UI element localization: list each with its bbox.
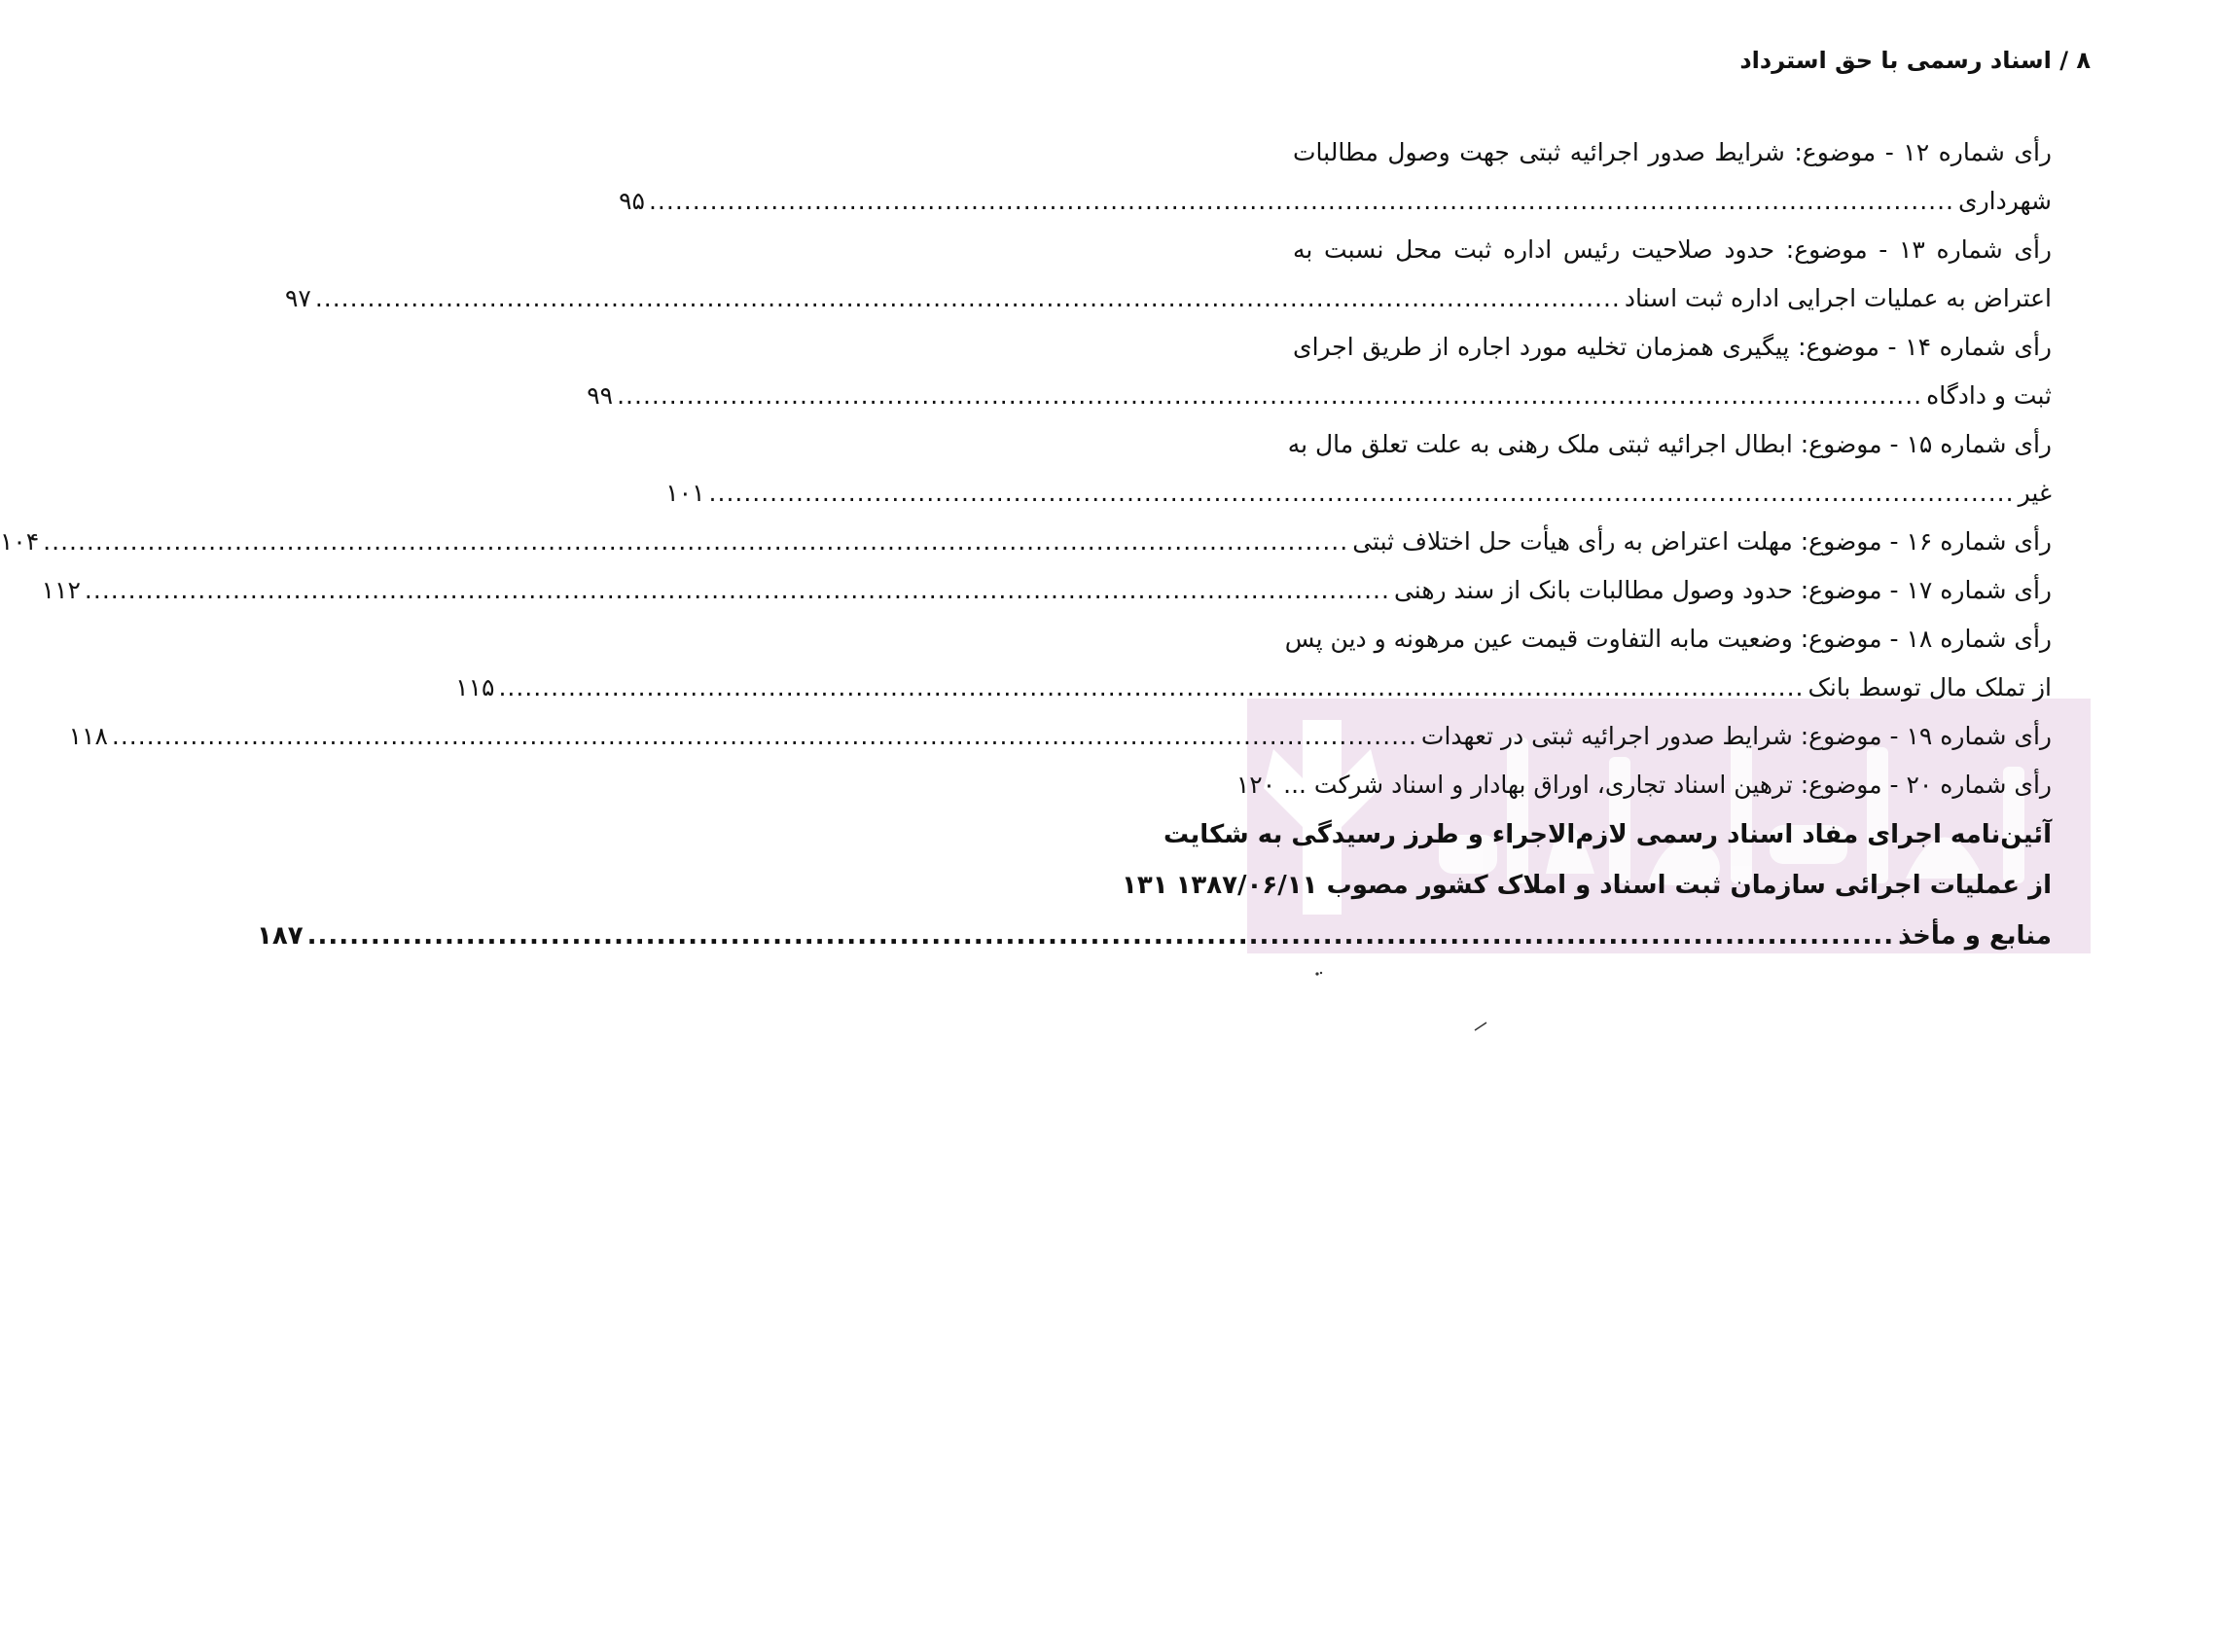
page-number: ۱۳۱ [1121, 871, 1168, 900]
dot-leader: ...................................................................................................................................................... [617, 381, 1923, 410]
toc-entry-text: ثبت و دادگاه [1926, 381, 2052, 410]
dot-leader: ...................................................................................................................................................... [708, 479, 2015, 507]
toc-entry-line [284, 274, 2052, 323]
toc-entry-line [1249, 420, 2052, 469]
toc-entry-text: رأی شماره ۱۹ - موضوع: شرایط صدور اجرائیه ثبتی در تعهدات [1420, 722, 2052, 750]
toc-entry-text: غیر [2018, 479, 2052, 507]
toc-entry-text: رأی شماره ۱۲ - موضوع: شرایط صدور اجرائیه ثبتی جهت وصول مطالبات [1293, 138, 2052, 166]
toc-entry-line [1121, 860, 2052, 911]
toc-entry-line [1249, 128, 2052, 177]
toc-entry-line [1249, 615, 2052, 664]
toc-entry-line [1249, 323, 2052, 372]
page-number: ۱۸۷ [256, 921, 304, 951]
toc-entry-text: از تملک مال توسط بانک [1807, 673, 2052, 701]
toc-entry-text: اعتراض به عملیات اجرایی اداره ثبت اسناد [1624, 284, 2052, 312]
dot-leader: ...................................................................................................................................................... [306, 921, 1895, 951]
page-number: ۱۲۰ [1235, 771, 1276, 799]
page-number: ۱۱۸ [68, 722, 108, 750]
page-number: ۱۱۲ [41, 576, 81, 604]
toc-entry-line [68, 712, 2052, 761]
toc-entry-text: رأی شماره ۱۴ - موضوع: پیگیری همزمان تخلیه مورد اجاره از طریق اجرای [1293, 333, 2052, 361]
running-header: ۸ / اسناد رسمی با حق استرداد [1739, 47, 2091, 74]
page-number: ۱۰۴ [0, 527, 40, 556]
toc-entry-line [1249, 226, 2052, 274]
page-number: ۱۰۱ [665, 479, 705, 507]
toc-entry-line [665, 469, 2052, 518]
page-number: ۹۵ [619, 187, 645, 215]
toc-entry-line [587, 372, 2052, 420]
toc-entry-text: رأی شماره ۱۳ - موضوع: حدود صلاحیت رئیس اداره ثبت محل نسبت به [1293, 235, 2053, 264]
dot-leader: ...................................................................................................................................................... [84, 576, 1390, 604]
dot-leader: ...................................................................................................................................................... [498, 673, 1805, 701]
toc-entry-text: رأی شماره ۱۷ - موضوع: حدود وصول مطالبات بانک از سند رهنی [1393, 576, 2052, 604]
toc-entry-text: آئین‌نامه اجرای مفاد اسناد رسمی لازم‌الاجراء و طرز رسیدگی به شکایت [1163, 820, 2052, 849]
toc-entry-text: منابع و مأخذ [1898, 921, 2052, 951]
dot-leader: ...................................................................................................................................................... [111, 722, 1417, 750]
page-number: ۹۷ [284, 284, 311, 312]
dot-leader: ...................................................................................................................................................... [648, 187, 1955, 215]
toc-entry-text: شهرداری [1958, 187, 2052, 215]
page-number: ۱۱۵ [455, 673, 495, 701]
table-of-contents [0, 128, 2053, 961]
toc-entry-line [1235, 761, 2052, 809]
toc-entry-text: رأی شماره ۱۵ - موضوع: ابطال اجرائیه ثبتی ملک رهنی به علت تعلق مال به [1287, 430, 2052, 458]
toc-entry-line [455, 664, 2052, 712]
dot-leader: ...................................................................................................................................................... [43, 527, 1349, 556]
toc-entry-text: از عملیات اجرائی سازمان ثبت اسناد و املاک کشور مصوب ۱۳۸۷/۰۶/۱۱ [1175, 871, 2052, 900]
toc-entry-text: رأی شماره ۲۰ - موضوع: ترهین اسناد تجاری، اوراق بهادار و اسناد شرکت ... [1283, 771, 2052, 799]
stray-mark-icon [1474, 1022, 1487, 1031]
toc-entry-line [1163, 809, 2052, 860]
toc-entry-line [619, 177, 2052, 226]
toc-entry-text: رأی شماره ۱۶ - موضوع: مهلت اعتراض به رأی هیأت حل اختلاف ثبتی [1352, 527, 2052, 556]
page-number: ۹۹ [587, 381, 614, 410]
toc-entry-text: رأی شماره ۱۸ - موضوع: وضعیت مابه التفاوت قیمت عین مرهونه و دین پس [1284, 625, 2052, 653]
dot-leader: ...................................................................................................................................................... [314, 284, 1621, 312]
stray-mark-icon [1314, 971, 1324, 977]
toc-entry-line [41, 566, 2052, 615]
toc-entry-line [0, 518, 2052, 566]
toc-entry-line [256, 911, 2052, 961]
